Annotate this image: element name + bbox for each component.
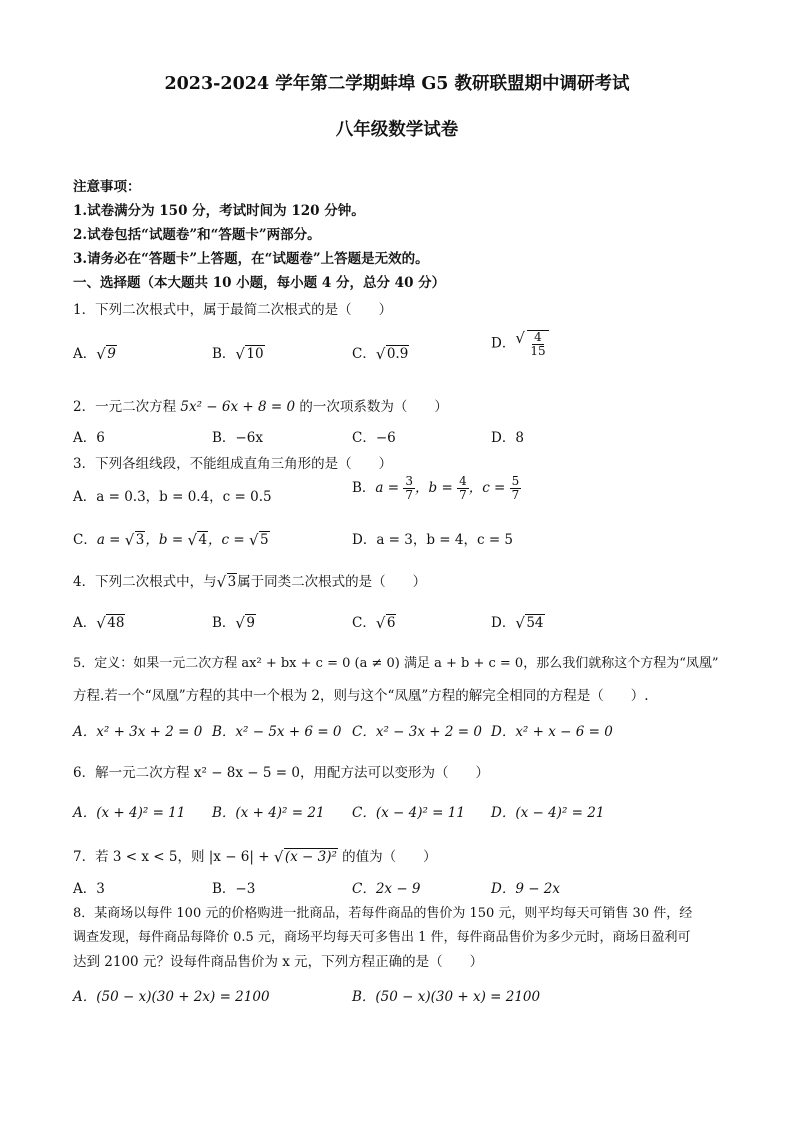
note-3: 3.请务必在“答题卡”上答题，在“试题卷”上答题是无效的。 [73,251,429,267]
exam-title: 2023-2024 学年第二学期蚌埠 G5 教研联盟期中调研考试 [164,74,630,94]
q6-option-a: A．(x + 4)² = 11 [73,805,186,821]
q1-option-b: B．√ 10 [212,342,265,362]
question-4-stem: 4．下列二次根式中，与√ 3属于同类二次根式的是（ ） [73,570,426,590]
section-heading: 一、选择题（本大题共 10 小题，每小题 4 分，总分 40 分） [73,275,446,291]
q6-option-b: B．(x + 4)² = 21 [212,805,325,821]
q2-option-d: D．8 [491,430,524,446]
question-6-stem: 6．解一元二次方程 x² − 8x − 5 = 0，用配方法可以变形为（ ） [73,765,489,781]
q7-option-b: B．−3 [212,881,256,897]
q8-option-a: A．(50 − x)(30 + 2x) = 2100 [73,989,270,1005]
q3-option-b: B．a = $\frac{3}{7}$ ，b = $\frac{4}{7}$ ，c = $\frac{5}{7}$ [352,474,520,502]
q4-option-c: C．√ 6 [352,611,396,631]
q7-option-d: D．9 − 2x [491,881,561,897]
q3-option-d: D．a = 3，b = 4，c = 5 [352,532,514,548]
q3-option-a: A．a = 0.3，b = 0.4，c = 0.5 [73,489,272,505]
notes-heading: 注意事项： [73,179,141,195]
q8-option-b: B．(50 − x)(30 + x) = 2100 [352,989,541,1005]
q4-option-d: D．√ 54 [491,611,545,631]
q7-option-c: C．2x − 9 [352,881,421,897]
question-2-stem: 2．一元二次方程 5x² − 6x + 8 = 0 的一次项系数为（ ） [73,399,448,415]
q4-option-b: B．√ 9 [212,611,256,631]
note-1: 1.试卷满分为 150 分，考试时间为 120 分钟。 [73,203,365,219]
q5-option-d: D．x² + x − 6 = 0 [491,724,613,740]
q4-option-a: A．√ 48 [73,611,125,631]
q1-option-a: A．√ 9 [73,342,117,362]
q7-option-a: A．3 [73,881,105,897]
q2-option-b: B．−6x [212,430,263,446]
question-5-stem-line2: 方程.若一个“凤凰”方程的其中一个根为 2，则与这个“凤凰”方程的解完全相同的方程是（ ）. [73,688,649,704]
q2-option-a: A．6 [73,430,105,446]
q5-option-b: B．x² − 5x + 6 = 0 [212,724,342,740]
question-1-stem: 1．下列二次根式中，属于最简二次根式的是（ ） [73,302,393,318]
q1-option-c: C．√ 0.9 [352,342,409,362]
question-7-stem: 7．若 3 < x < 5，则 |x − 6| + √ (x − 3)² 的值为（ ） [73,845,437,865]
q5-option-a: A．x² + 3x + 2 = 0 [73,724,203,740]
exam-subtitle: 八年级数学试卷 [335,120,459,140]
q5-option-c: C．x² − 3x + 2 = 0 [352,724,482,740]
question-8-stem-line3: 达到 2100 元？设每件商品售价为 x 元，下列方程正确的是（ ） [73,954,484,970]
question-5-stem-line1: 5．定义：如果一元二次方程 ax² + bx + c = 0 (a ≠ 0) 满足 a + b + c = 0，那么我们就称这个方程为“凤凰” [73,656,719,671]
q3-option-c: C．a = √ 3，b = √ 4，c = √ 5 [73,528,270,548]
q6-option-d: D．(x − 4)² = 21 [491,805,605,821]
note-2: 2.试卷包括“试题卷”和“答题卡”两部分。 [73,227,321,243]
q2-option-c: C．−6 [352,430,396,446]
question-8-stem-line1: 8．某商场以每件 100 元的价格购进一批商品，若每件商品的售价为 150 元，则平均每天可销售 30 件，经 [73,906,693,921]
q1-option-d: D． √ $\frac{4}{15}$ [491,330,549,358]
q6-option-c: C．(x − 4)² = 11 [352,805,465,821]
question-8-stem-line2: 调查发现，每件商品每降价 0.5 元，商场平均每天可多售出 1 件，每件商品售价为多少元时，商场日盈利可 [73,930,691,945]
question-3-stem: 3．下列各组线段，不能组成直角三角形的是（ ） [73,456,393,472]
